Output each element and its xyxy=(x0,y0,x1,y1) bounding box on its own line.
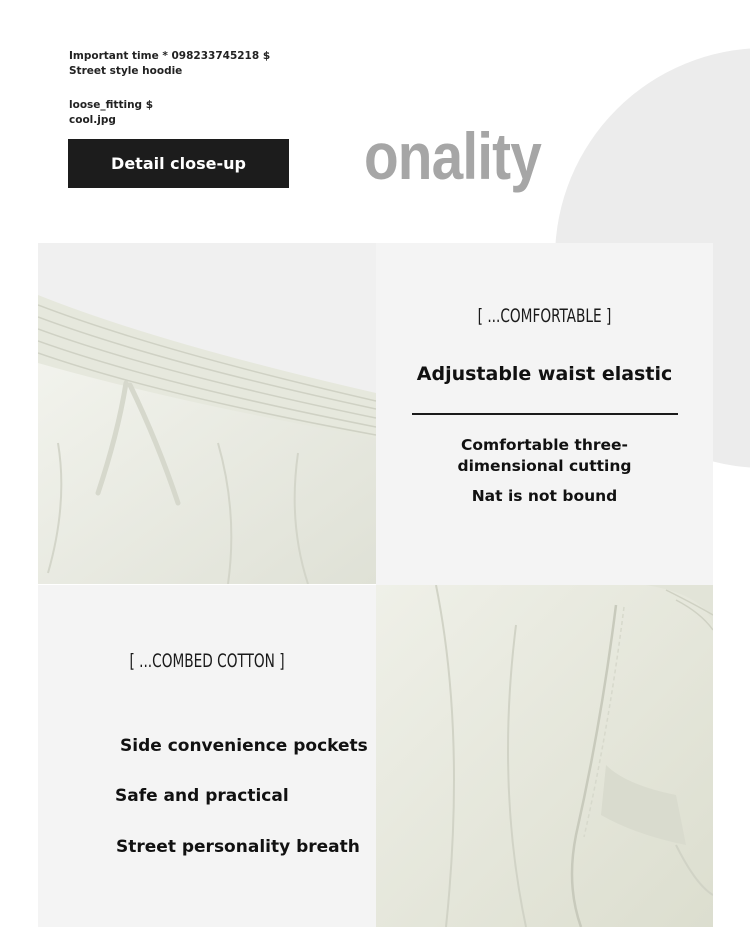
product-meta xyxy=(69,49,270,128)
combed-cotton-tag: [ ...COMBED COTTON ] xyxy=(129,650,285,672)
meta-line: Street style hoodie xyxy=(69,65,183,77)
waistband-illustration xyxy=(38,243,376,584)
comfortable-tag: [ ...COMFORTABLE ] xyxy=(477,305,612,327)
section1-headline: Adjustable waist elastic xyxy=(416,363,673,385)
pocket-photo xyxy=(376,585,713,927)
comfortable-panel xyxy=(376,243,713,585)
big-word-quality: onality xyxy=(364,119,541,193)
feature-item: Safe and practical xyxy=(115,786,289,806)
meta-line: Important time * 098233745218 $ xyxy=(69,50,271,62)
detail-closeup-button[interactable]: Detail close-up xyxy=(68,139,289,188)
section1-sub xyxy=(376,435,713,477)
divider xyxy=(412,413,678,415)
feature-item: Side convenience pockets xyxy=(120,736,368,756)
feature-item: Street personality breath xyxy=(116,837,360,857)
meta-line: cool.jpg xyxy=(69,114,116,126)
combed-cotton-panel xyxy=(38,585,376,927)
meta-line: loose_fitting $ xyxy=(69,99,154,111)
pocket-illustration xyxy=(376,585,713,927)
sub-line: Comfortable three- xyxy=(461,436,628,454)
waistband-photo xyxy=(38,243,376,584)
sub-line: dimensional cutting xyxy=(457,457,632,475)
section1-sub2: Nat is not bound xyxy=(471,487,618,505)
